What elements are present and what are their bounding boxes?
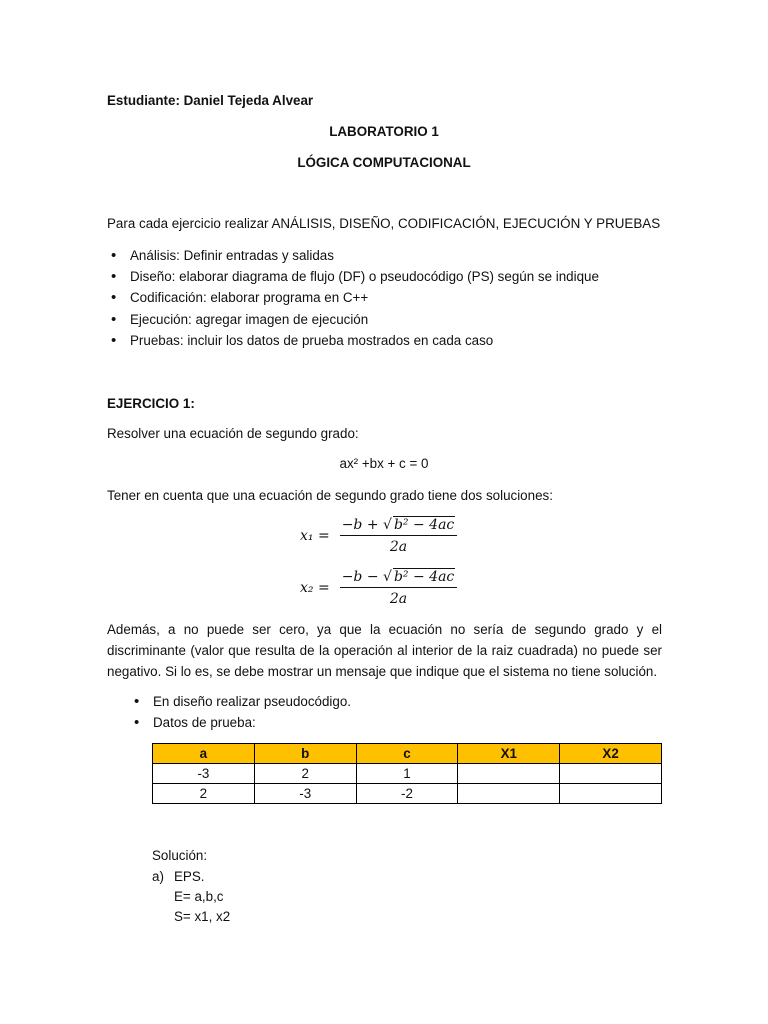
table-cell [458, 764, 560, 784]
quadratic-equation: ax² +bx + c = 0 [339, 456, 429, 471]
list-item: • En diseño realizar pseudocódigo. [130, 693, 351, 714]
note-paragraph [107, 619, 662, 682]
steps-list [107, 247, 599, 353]
column-header: X1 [458, 744, 560, 764]
course-title: LÓGICA COMPUTACIONAL [297, 155, 471, 170]
list-item: • Pruebas: incluir los datos de prueba mostrados en cada caso [107, 332, 599, 353]
fraction [340, 516, 458, 555]
table-row [153, 784, 662, 804]
list-item: • Datos de prueba: [130, 714, 351, 735]
column-header: X2 [560, 744, 662, 764]
numerator-left: −b + [341, 517, 379, 533]
note-line-3: negativo. Si lo es, se debe mostrar un mensaje que indique que el sistema no tiene solución. [107, 664, 658, 679]
denominator: 2a [389, 591, 408, 607]
list-item: • Diseño: elaborar diagrama de flujo (DF) o pseudocódigo (PS) según se indique [107, 268, 599, 289]
list-item: • Análisis: Definir entradas y salidas [107, 247, 599, 268]
test-data-table [152, 743, 662, 804]
solution-item-text: EPS. [174, 869, 205, 884]
numerator-left: −b − [341, 569, 379, 585]
sqrt-sign: √ [383, 517, 392, 533]
table-row [153, 764, 662, 784]
radicand: b² − 4ac [393, 517, 455, 533]
instructions-intro: Para cada ejercicio realizar ANÁLISIS, DISEÑO, CODIFICACIÓN, EJECUCIÓN Y PRUEBAS [107, 216, 661, 231]
table-cell [560, 764, 662, 784]
column-header: c [356, 744, 458, 764]
design-bullets [130, 693, 351, 735]
table-cell [458, 784, 560, 804]
solutions-intro: Tener en cuenta que una ecuación de segundo grado tiene dos soluciones: [107, 488, 553, 503]
solution-outputs: S= x1, x2 [174, 909, 231, 924]
table-cell: -3 [254, 784, 356, 804]
exercise-title: EJERCICIO 1: [107, 396, 195, 411]
formula-lhs: x₁ = [300, 527, 330, 544]
table-cell: 1 [356, 764, 458, 784]
solution-inputs: E= a,b,c [174, 889, 224, 904]
table-cell: 2 [153, 784, 255, 804]
formula-x2 [300, 568, 457, 607]
formula-lhs: x₂ = [300, 579, 330, 596]
lab-title: LABORATORIO 1 [329, 124, 439, 139]
table-cell: 2 [254, 764, 356, 784]
radicand: b² − 4ac [393, 569, 455, 585]
formula-x1 [300, 516, 457, 555]
fraction [340, 568, 458, 607]
column-header: b [254, 744, 356, 764]
sqrt-sign: √ [383, 569, 392, 585]
solution-label: Solución: [152, 848, 208, 863]
column-header: a [153, 744, 255, 764]
numerator [340, 568, 458, 588]
table-cell: -3 [153, 764, 255, 784]
list-item: • Codificación: elaborar programa en C++ [107, 289, 599, 310]
student-name: Estudiante: Daniel Tejeda Alvear [107, 93, 314, 108]
list-item: • Ejecución: agregar imagen de ejecución [107, 311, 599, 332]
note-line-1: Además, a no puede ser cero, ya que la ecuación no sería de segundo grado y el [107, 622, 662, 637]
numerator [340, 516, 458, 536]
table-cell: -2 [356, 784, 458, 804]
denominator: 2a [389, 539, 408, 555]
table-header-row [153, 744, 662, 764]
exercise-statement: Resolver una ecuación de segundo grado: [107, 426, 359, 441]
solution-item-marker: a) [152, 869, 164, 884]
table-cell [560, 784, 662, 804]
note-line-2: discriminante (valor que resulta de la operación al interior de la raiz cuadrada) no puede ser [107, 643, 662, 658]
